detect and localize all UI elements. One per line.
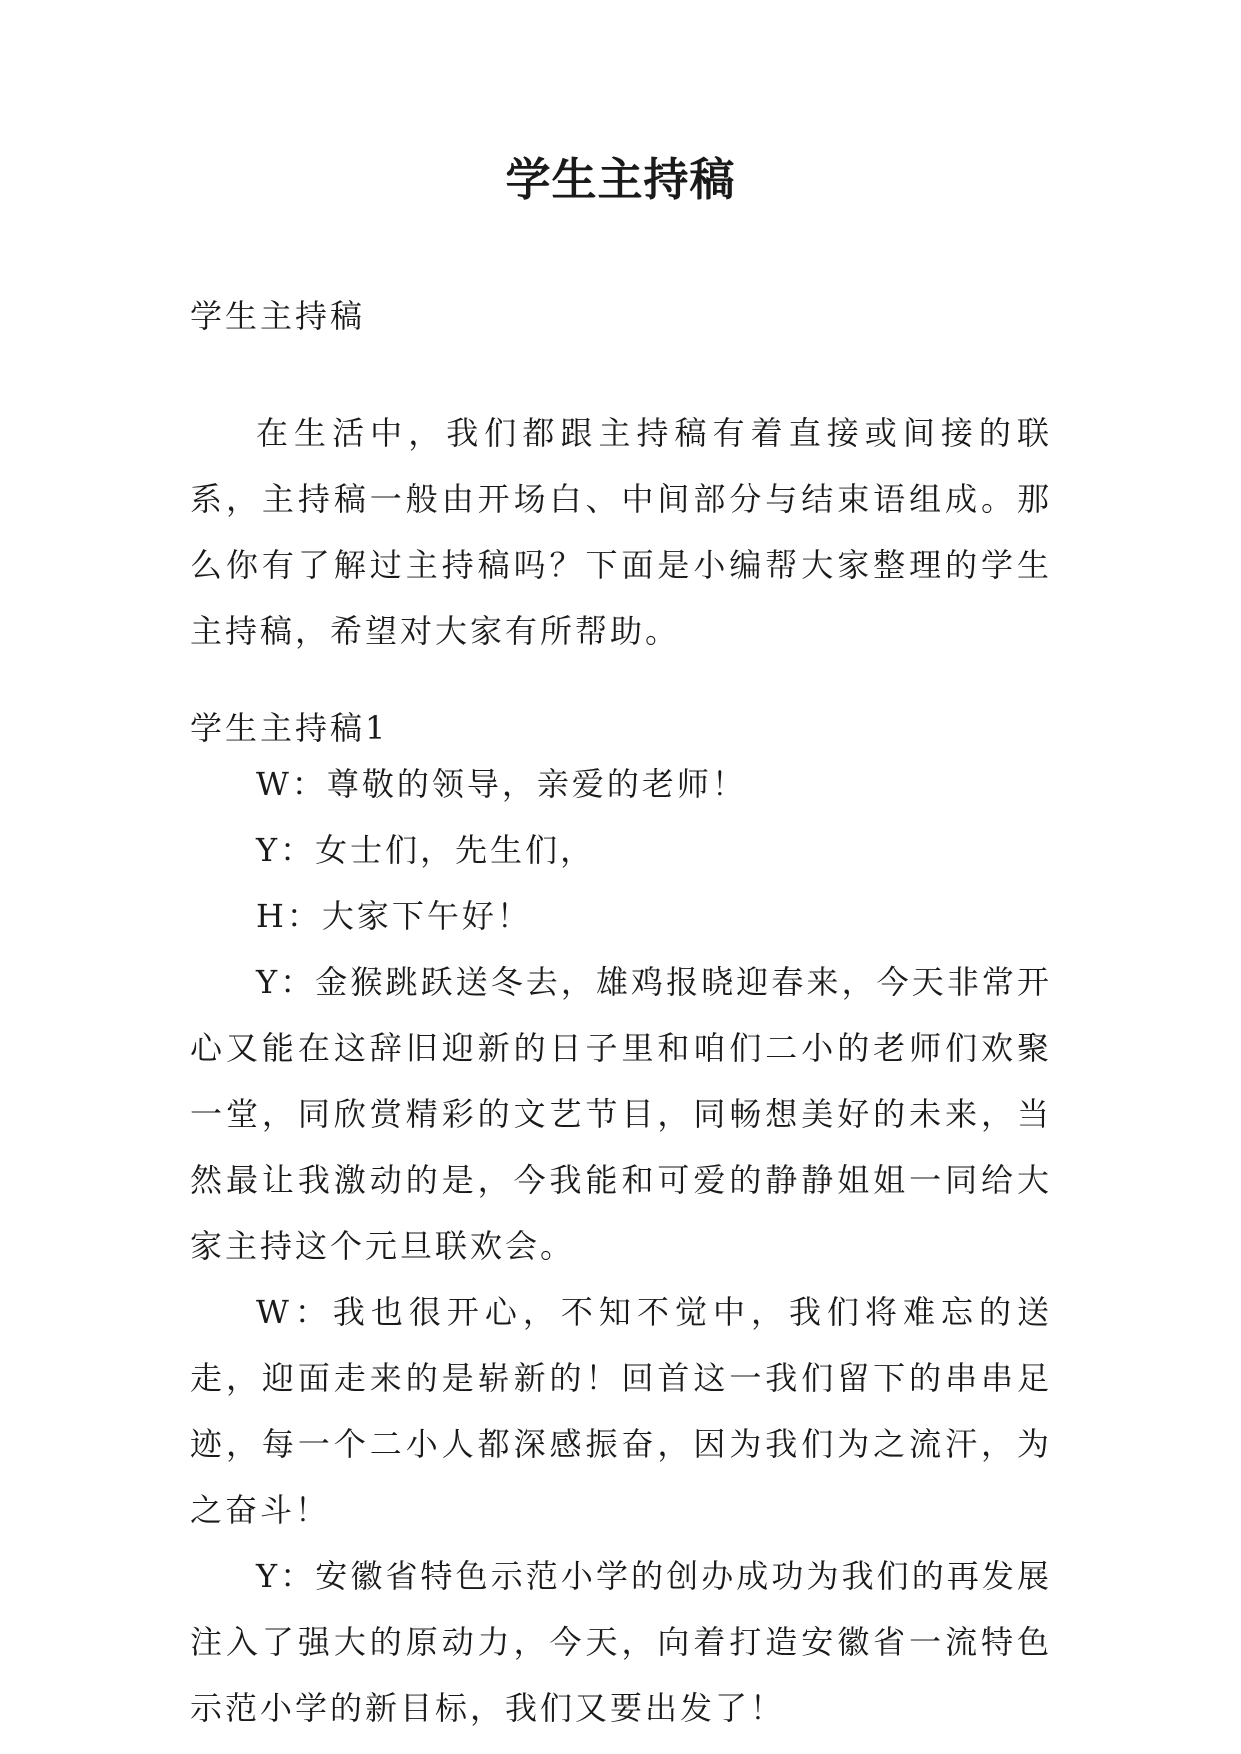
dialogue-line: Y：女士们，先生们， [256,831,596,869]
dialogue-line: Y：安徽省特色示范小学的创办成功为我们的再发展注入了强大的原动力，今天，向着打造安徽省一流特色示范小学的新目标，我们又要出发了！ [190,1557,1052,1727]
section-heading: 学生主持稿1 [190,709,389,747]
dialogue-block [190,751,1052,1741]
document-title: 学生主持稿 [505,153,736,206]
document-subtitle: 学生主持稿 [190,297,366,335]
dialogue-line: Y：金猴跳跃送冬去，雄鸡报晓迎春来，今天非常开心又能在这辞旧迎新的日子里和咱们二小的老师们欢聚一堂，同欣赏精彩的文艺节目，同畅想美好的未来，当然最让我激动的是，今我能和可爱的静静姐姐一同给大家主持这个元旦联欢会。 [190,963,1052,1265]
intro-paragraph: 在生活中，我们都跟主持稿有着直接或间接的联系，主持稿一般由开场白、中间部分与结束语组成。那么你有了解过主持稿吗？下面是小编帮大家整理的学生主持稿，希望对大家有所帮助。 [190,414,1052,650]
dialogue-line: W：尊敬的领导，亲爱的老师！ [256,765,747,803]
dialogue-line: W：我也很开心，不知不觉中，我们将难忘的送走，迎面走来的是崭新的！回首这一我们留下的串串足迹，每一个二小人都深感振奋，因为我们为之流汗，为之奋斗！ [190,1293,1052,1529]
dialogue-line: H：大家下午好！ [256,897,532,935]
